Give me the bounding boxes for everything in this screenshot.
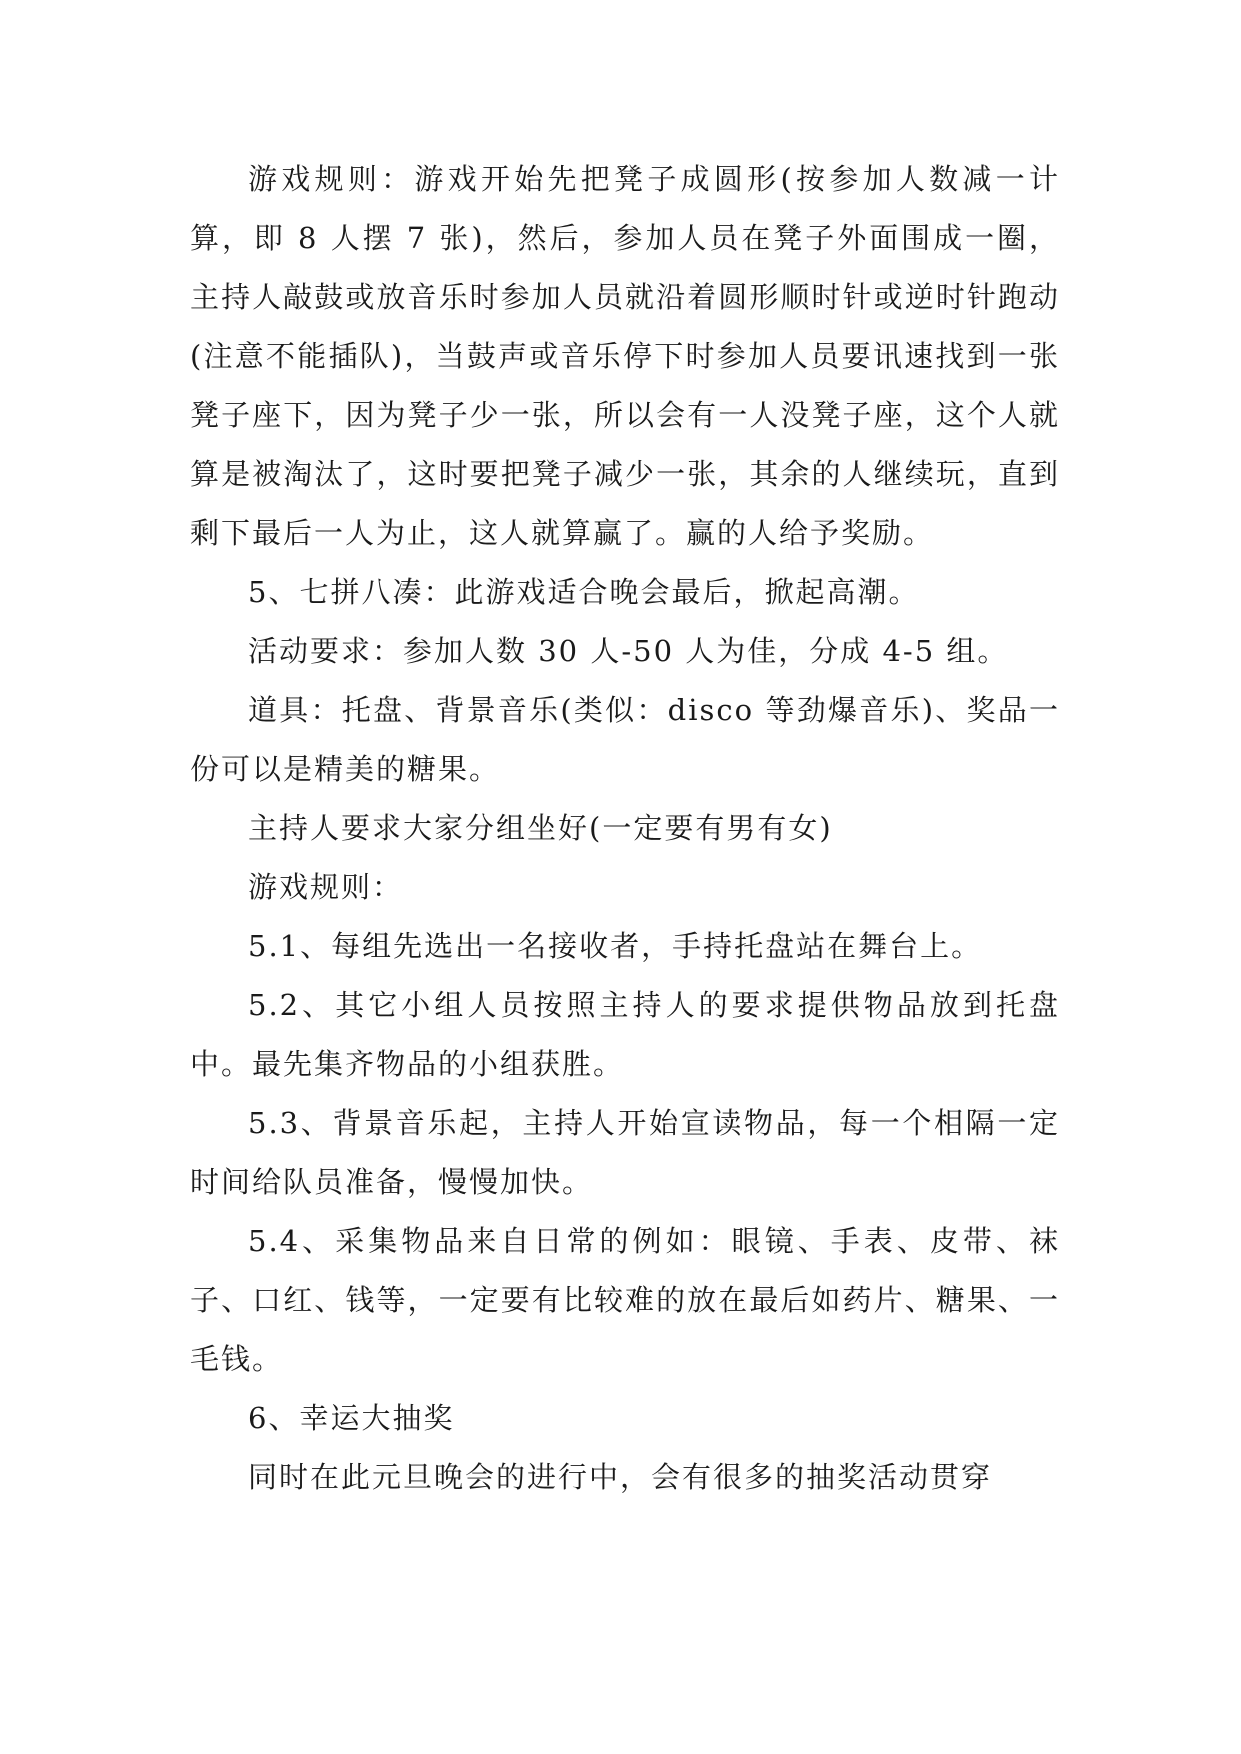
paragraph-activity-requirements: 活动要求：参加人数 30 人-50 人为佳，分成 4-5 组。: [248, 634, 1009, 668]
paragraph-rule-5-4: 5.4、采集物品来自日常的例如：眼镜、手表、皮带、袜子、口红、钱等，一定要有比较难的放在最后如药片、糖果、一毛钱。: [190, 1224, 1060, 1376]
paragraph-section-6-title: 6、幸运大抽奖: [248, 1401, 455, 1435]
paragraph-game-rules-heading: 游戏规则：: [248, 870, 404, 904]
paragraph-rule-5-1: 5.1、每组先选出一名接收者，手持托盘站在舞台上。: [248, 929, 983, 963]
paragraph-rule-5-3: 5.3、背景音乐起，主持人开始宣读物品，每一个相隔一定时间给队员准备，慢慢加快。: [190, 1106, 1060, 1199]
paragraph-game-rules-chairs: 游戏规则：游戏开始先把凳子成圆形(按参加人数减一计算，即 8 人摆 7 张)，然后，参加人员在凳子外面围成一圈，主持人敲鼓或放音乐时参加人员就沿着圆形顺时针或逆时针跑动(注意不能插队)，当鼓声或音乐停下时参加人员要讯速找到一张凳子座下，因为凳子少一张，所以会有一人没凳子座，这个人就算是被淘汰了，这时要把凳子减少一张，其余的人继续玩，直到剩下最后一人为止，这人就算赢了。赢的人给予奖励。: [190, 162, 1060, 550]
paragraph-host-instruction: 主持人要求大家分组坐好(一定要有男有女): [248, 811, 833, 845]
paragraph-rule-5-2: 5.2、其它小组人员按照主持人的要求提供物品放到托盘中。最先集齐物品的小组获胜。: [190, 988, 1060, 1081]
paragraph-props: 道具：托盘、背景音乐(类似：disco 等劲爆音乐)、奖品一份可以是精美的糖果。: [190, 693, 1060, 786]
paragraph-lottery-intro: 同时在此元旦晚会的进行中，会有很多的抽奖活动贯穿: [248, 1460, 993, 1494]
document-body: [190, 150, 1060, 1507]
paragraph-section-5-title: 5、七拼八凑：此游戏适合晚会最后，掀起高潮。: [248, 575, 920, 609]
